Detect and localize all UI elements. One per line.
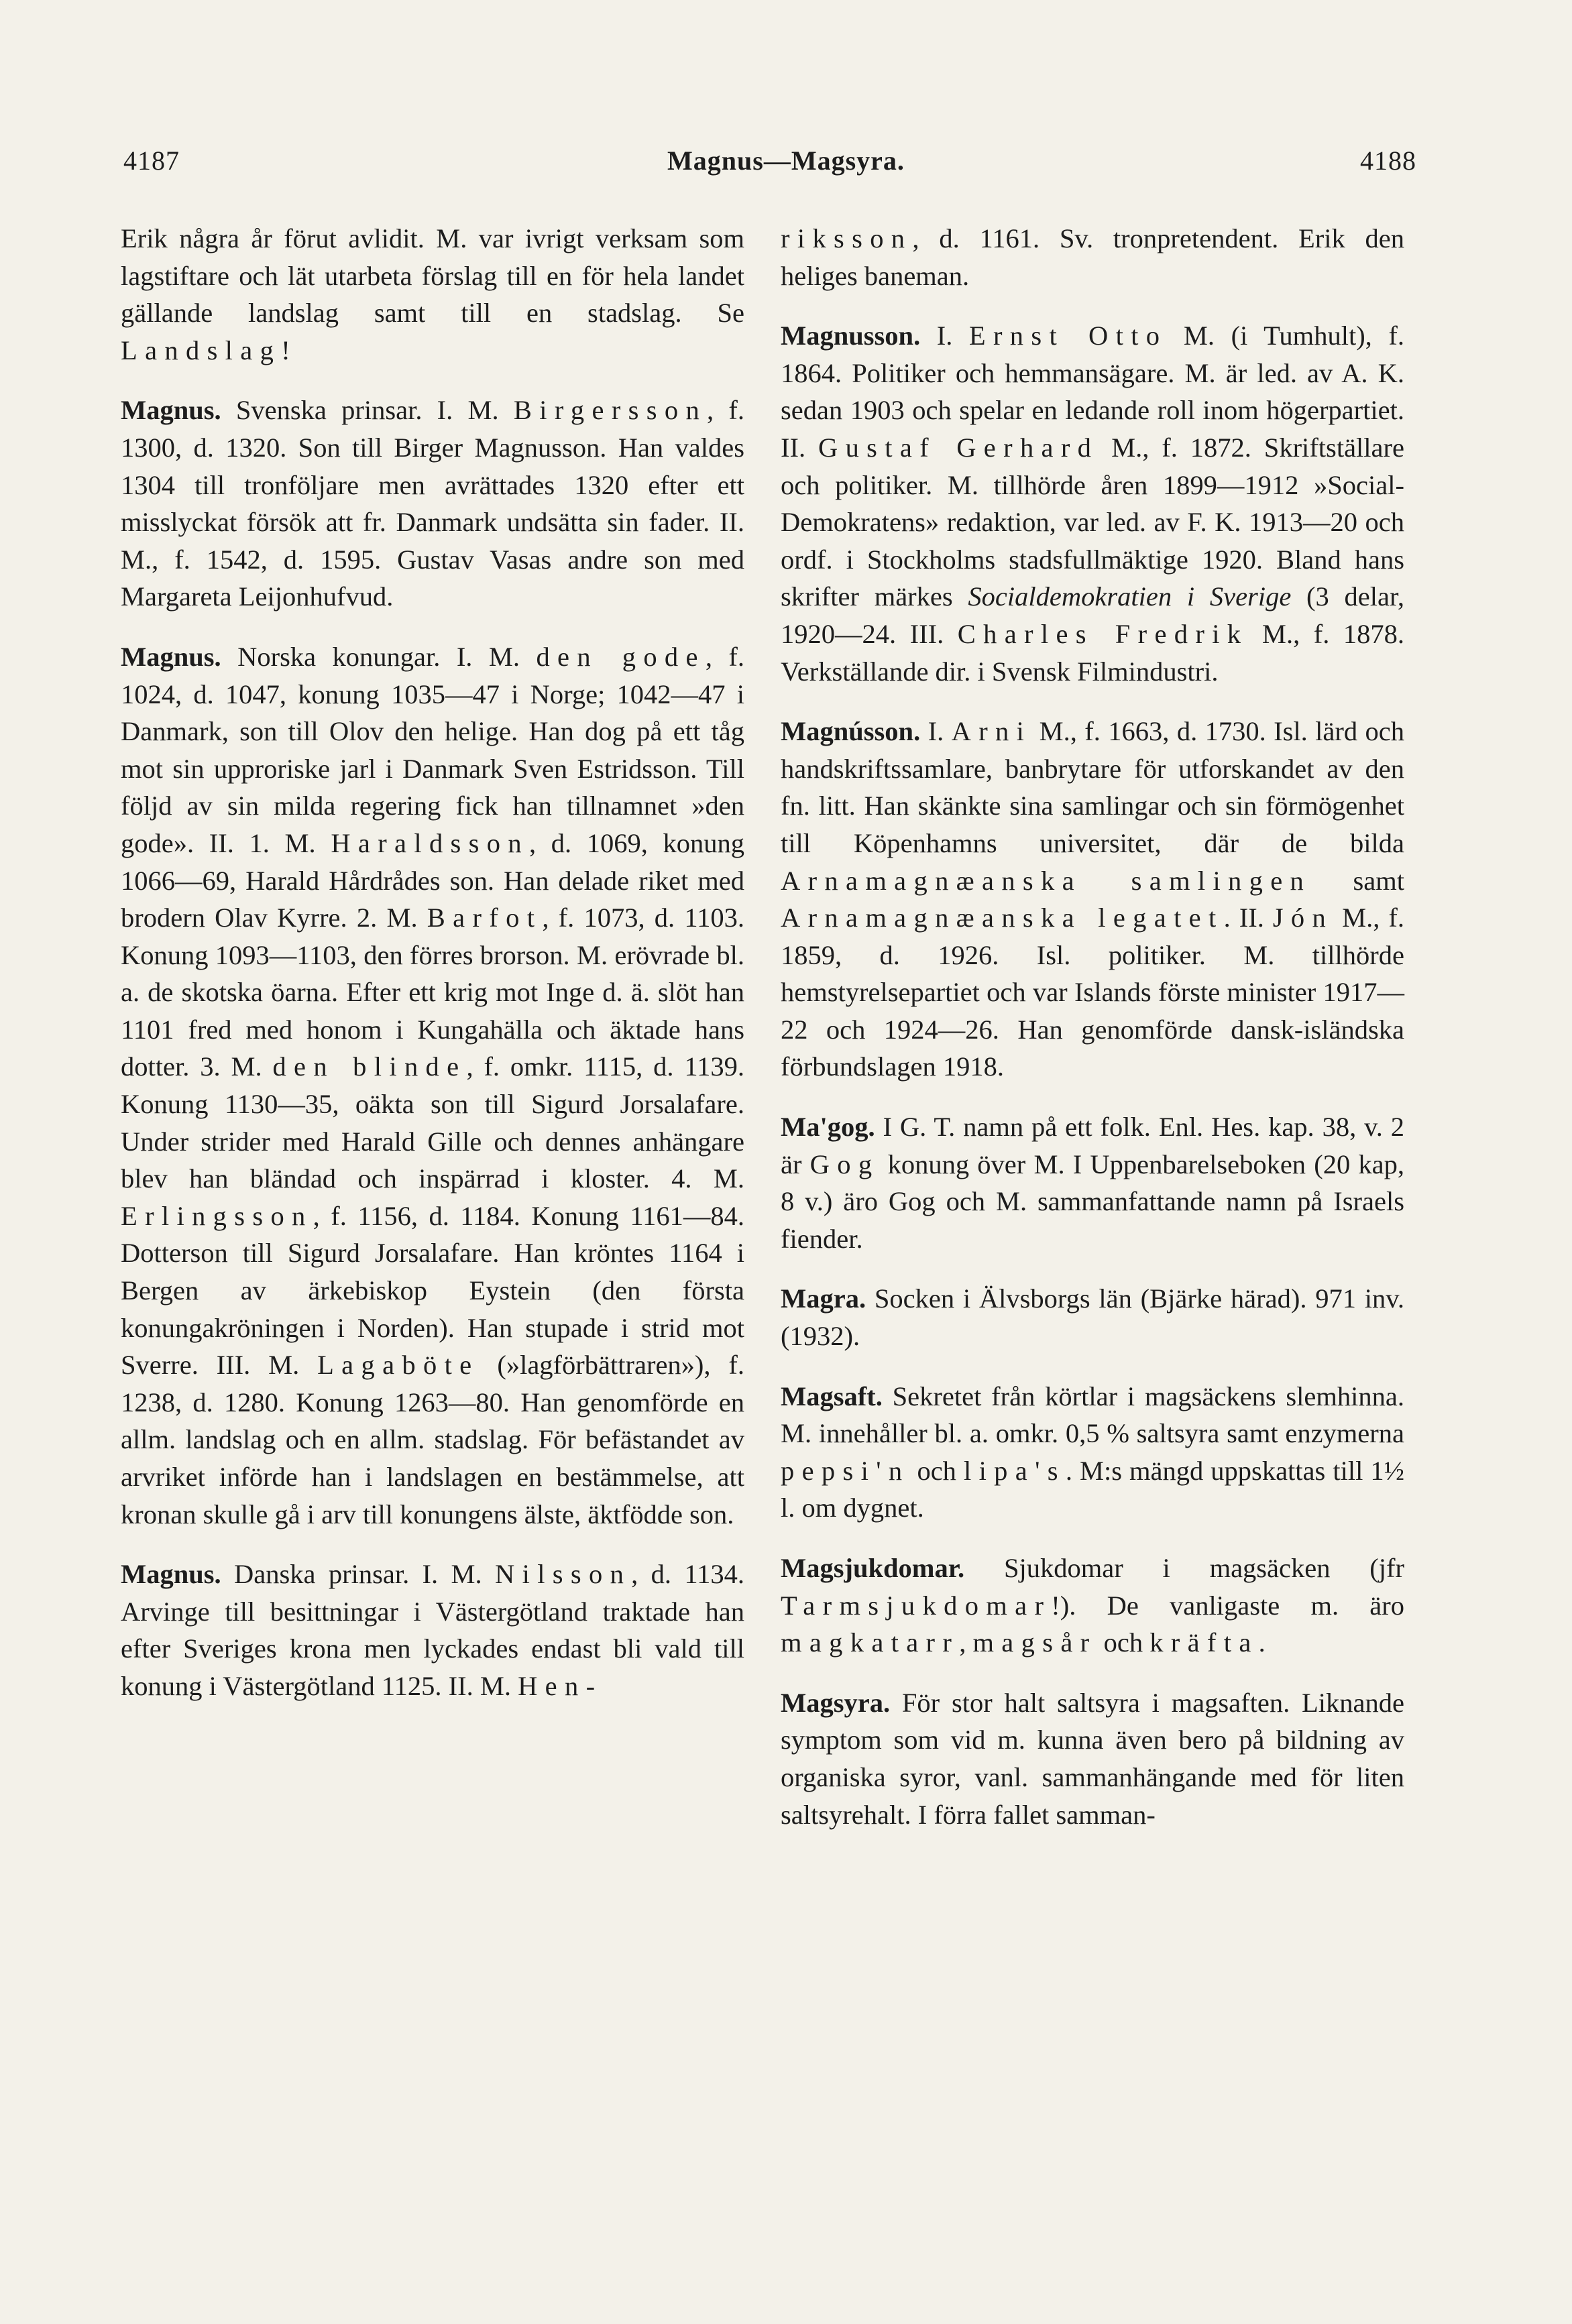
dictionary-entry [781,1280,1404,1354]
spaced-term: Lagaböte [317,1350,480,1381]
spaced-term: Hen- [518,1670,603,1701]
spaced-term: den gode [536,641,706,672]
entry-text: M., f. 1859, d. 1926. Isl. politiker. M. tillhörde hemstyrelsepartiet och var Islands förste minister 1917—22 och 1924—26. Han genomförde dansk-isländska förbundslagen 1918. [781,903,1404,1082]
entry-text: , d. 1161. Sv. tronpretendent. Erik den heliges baneman. [781,223,1404,291]
spaced-term: Gustaf Gerhard [818,432,1099,463]
entry-text: . M:s mängd uppskattas till 1½ l. om dygnet. [781,1455,1404,1523]
left-column [121,220,744,1705]
spaced-term: Haraldsson [331,827,529,858]
spaced-term: Gog [809,1149,880,1179]
dictionary-entry [121,392,744,616]
right-column [781,220,1404,1833]
entry-text: M. (i Tumhult), f. 1864. Politiker och hemmansägare. M. är led. av A. K. sedan 1903 och spelar en ledande roll inom högerpartiet. II. [781,321,1404,463]
entry-headword: Magsjukdomar. [781,1553,965,1583]
dictionary-entry [121,1556,744,1704]
entry-text: ! [281,335,290,365]
entry-text: , d. 1069, konung 1066—69, Harald Hårdrådes son. Han delade riket med brodern Olav Kyrre. 2. M. [121,827,745,933]
entry-text: (3 delar, 1920—24. III. [781,581,1404,649]
entry-text: M., f. 1663, d. 1730. Isl. lärd och handskriftssamlare, banbrytare för utforskandet av den fn. litt. Han skänkte sina samlingar och sin förmögenhet till Köpenhamns universitet, där de bilda [781,716,1404,858]
entry-headword: Ma'gog. [781,1112,875,1143]
dictionary-entry [781,713,1404,1086]
entry-text: konung över M. I Uppenbarelseboken (20 kap, 8 v.) äro Gog och M. sammanfattande namn på Israels fiender. [781,1149,1404,1254]
spaced-term: Erlingsson [121,1200,313,1231]
entry-text: (»lagförbättraren»), f. 1238, d. 1280. Konung 1263—80. Han genomförde en allm. landslag och en allm. stadslag. För befästandet av arvriket införde han i landslagen en bestämmelse, att kronan skulle gå i arv till konungens älste, äktfödde son. [121,1350,744,1529]
entry-text: I. [920,716,952,747]
dictionary-entry [781,1684,1404,1833]
entry-headword: Magnússon. [781,716,921,747]
entry-text: samt [1311,865,1404,896]
dictionary-entry [781,317,1404,690]
entry-text: I G. T. namn på ett folk. Enl. Hes. kap. 38, v. 2 är [781,1112,1404,1179]
entry-text: !). De vanligaste m. äro [1051,1590,1404,1621]
spaced-term: riksson [781,223,913,253]
spaced-term: Tarmsjukdomar [781,1590,1052,1621]
entry-text: , f. 1024, d. 1047, konung 1035—47 i Norge; 1042—47 i Danmark, son till Olov den helige. Han dog på ett tåg mot sin upproriske jarl i Danmark Sven Estridsson. Till följd av sin milda regering fick han tillnamnet »den gode». II. 1. M. [121,641,745,858]
entry-headword: Magsyra. [781,1687,891,1718]
entry-headword: Magnus. [121,1559,221,1590]
spaced-term: pepsi'n [781,1455,910,1486]
entry-headword: Magnusson. [781,321,921,351]
entry-text: Sekretet från körtlar i magsäckens slemhinna. M. innehåller bl. a. omkr. 0,5 % saltsyra samt enzymerna [781,1381,1404,1449]
dictionary-entry [781,220,1404,294]
entry-text: M., f. 1872. Skriftställare och politiker. M. tillhörde åren 1899—1912 »Social-Demokratens» redaktion, var led. av F. K. 1913—20 och ordf. i Stockholms stadsfullmäktige 1920. Bland hans skrifter märkes [781,432,1404,612]
italic-title: Socialdemokratien i Sverige [968,581,1292,612]
spaced-term: Barfot [427,903,543,933]
entry-text: Sjukdomar i magsäcken (jfr [964,1553,1404,1583]
entry-text: Svenska prinsar. I. M. [221,395,514,426]
entry-text: I. [920,321,969,351]
dictionary-entry [121,638,744,1533]
entry-text: , f. 1073, d. 1103. Konung 1093—1103, den förres brorson. M. erövrade bl. a. de skotska öarna. Efter ett krig mot Inge d. ä. slöt han 1101 fred med honom i Kungahälla och äktade hans dotter. 3. M. [121,903,744,1082]
spaced-term: Arnamagnæanska samlingen [781,865,1312,896]
entry-text: , [959,1627,973,1658]
entry-text: , f. 1156, d. 1184. Konung 1161—84. Dotterson till Sigurd Jorsalafare. Han kröntes 1164 i Bergen av ärkebiskop Eystein (den första konungakröningen i Norden). Han stupade i strid mot Sverre. III. M. [121,1200,744,1381]
entry-headword: Magsaft. [781,1381,883,1411]
entry-text: och [909,1455,964,1486]
spaced-term: Jón [1272,903,1334,933]
page-number-left: 4187 [123,146,180,176]
spaced-term: Ernst Otto [968,321,1168,351]
entry-text: Danska prinsar. I. M. [221,1559,496,1590]
entry-text: För stor halt saltsyra i magsaften. Liknande symptom som vid m. kunna även bero på bildning av organiska syror, vanl. sammanhängande med för liten saltsyrehalt. I förra fallet samman- [781,1687,1404,1830]
spaced-term: Charles Fredrik [957,618,1249,649]
entry-text: Norska konungar. I. M. [221,641,537,672]
spaced-term: Nilsson [495,1559,632,1590]
entry-text: Socken i Älvsborgs län (Bjärke härad). 971 inv. (1932). [781,1283,1404,1352]
entry-text: och [1097,1627,1150,1658]
running-title: Magnus—Magsyra. [667,146,905,176]
dictionary-entry [781,1378,1404,1527]
entry-text: , f. omkr. 1115, d. 1139. Konung 1130—35, oäkta son till Sigurd Jorsalafare. Under strider med Harald Gille och dennes anhängare blev han bländad och inspärrad i kloster. 4. M. [121,1051,745,1194]
entry-text: . [1258,1627,1266,1658]
spaced-term: Birgersson [513,395,708,426]
entry-text: Erik några år förut avlidit. M. var ivrigt verksam som lagstiftare och lät utarbeta förslag till en för hela landet gällande landslag samt till en stadslag. Se [121,223,744,329]
entry-headword: Magnus. [121,395,221,426]
spaced-term: Arnamagnæanska legatet [781,903,1224,933]
entry-headword: Magra. [781,1283,866,1314]
spaced-term: Arni [951,716,1032,747]
spaced-term: magsår [972,1627,1097,1658]
page-number-right: 4188 [1360,146,1416,176]
spaced-term: den blinde [272,1051,467,1082]
entry-text: . II. [1223,903,1273,933]
spaced-term: lipa's [963,1455,1066,1486]
entry-text: , f. 1300, d. 1320. Son till Birger Magnusson. Han valdes 1304 till tronföljare men avrättades 1320 efter ett misslyckat försök att fr. Danmark undsätta sin fader. II. M., f. 1542, d. 1595. Gustav Vasas andre son med Margareta Leijonhufvud. [121,395,744,612]
dictionary-entry [781,1550,1404,1662]
dictionary-entry [781,1108,1404,1257]
entry-text: , d. 1134. Arvinge till besittningar i Västergötland traktade han efter Sveriges krona men lyckades endast bli vald till konung i Västergötland 1125. II. M. [121,1559,745,1701]
entry-headword: Magnus. [121,641,221,672]
dictionary-entry [121,220,744,369]
spaced-term: kräfta [1149,1627,1259,1658]
spaced-term: magkatarr [781,1627,960,1658]
entry-text: M., f. 1878. Verkställande dir. i Svensk Filmindustri. [781,618,1405,687]
spaced-term: Landslag [121,335,282,365]
